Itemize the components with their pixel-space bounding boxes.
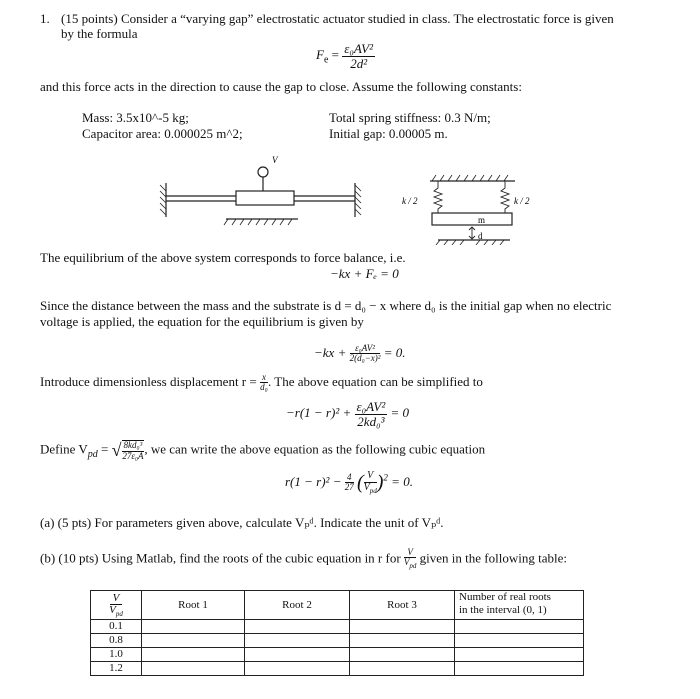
define-denominator: 27ε₀A — [122, 450, 144, 461]
dimensionless-denominator: d₀ — [260, 382, 268, 393]
part-b-denominator — [404, 558, 417, 570]
cell-root-3[interactable] — [350, 647, 455, 661]
sqrt-symbol: √ — [111, 440, 122, 460]
table-row — [91, 633, 584, 647]
actuator-diagram — [0, 155, 700, 245]
table-row — [91, 661, 584, 675]
cubic-inner-denominator — [364, 483, 377, 495]
force-fraction — [342, 42, 375, 70]
equation-2-fraction — [350, 344, 381, 364]
force-symbol: F — [316, 47, 324, 63]
force-denominator: 2d² — [350, 55, 368, 71]
spring-mass-model — [430, 175, 515, 245]
distance-line-2: voltage is applied, the equation for the equilibrium is given by — [40, 314, 364, 329]
part-b-numerator: V — [404, 548, 417, 558]
row-ratio: 0.1 — [91, 619, 142, 633]
cubic-equation — [285, 471, 413, 495]
equation-3-numerator: ε₀AV² — [356, 399, 386, 414]
cell-root-2[interactable] — [245, 661, 350, 675]
cell-root-3[interactable] — [350, 619, 455, 633]
part-b-suffix: given in the following table: — [419, 550, 567, 566]
define-prefix: Define V — [40, 441, 88, 457]
equation-3-prefix: −r(1 − r)² + — [286, 405, 352, 421]
force-equals: = — [331, 47, 339, 63]
voltage-label: V — [272, 155, 278, 165]
row-ratio: 1.0 — [91, 647, 142, 661]
cubic-coefficient-numerator: 4 — [345, 473, 354, 483]
define-equals: = — [101, 441, 109, 457]
force-numerator: ε₀AV² — [344, 41, 374, 56]
open-paren: ( — [356, 471, 364, 494]
cubic-coefficient-denominator: 27 — [344, 482, 354, 493]
cubic-suffix: = 0. — [391, 473, 413, 489]
cell-root-2[interactable] — [245, 647, 350, 661]
mass-label: m — [478, 215, 486, 225]
spring-left-label: k / 2 — [402, 196, 418, 206]
cell-root-2[interactable] — [245, 619, 350, 633]
cell-real-roots[interactable] — [455, 647, 584, 661]
part-a: (a) (5 pts) For parameters given above, calculate Vₚᵈ. Indicate the unit of Vₚᵈ. — [40, 515, 444, 530]
constant-gap: Initial gap: 0.00005 m. — [329, 126, 448, 141]
cell-root-1[interactable] — [142, 633, 245, 647]
header-v: V — [110, 592, 123, 605]
header-vpd-sub: pd — [115, 610, 123, 619]
force-formula — [316, 42, 375, 70]
table-row — [91, 647, 584, 661]
table-row — [91, 619, 584, 633]
force-subscript: e — [323, 54, 329, 66]
cubic-inner-fraction — [364, 471, 377, 495]
part-b-den-sub: pd — [409, 562, 417, 571]
distance-line-1: Since the distance between the mass and the substrate is d = d₀ − x where d₀ is the initial gap when no electric — [40, 298, 612, 313]
cell-root-1[interactable] — [142, 661, 245, 675]
dimensionless-suffix: . The above equation can be simplified to — [267, 373, 483, 389]
row-ratio: 0.8 — [91, 633, 142, 647]
problem-line-1: (15 points) Consider a “varying gap” electrostatic actuator studied in class. The electrostatic force is given — [61, 11, 614, 26]
define-fraction — [122, 440, 145, 461]
define-suffix: , we can write the above equation as the following cubic equation — [144, 441, 486, 457]
equation-2 — [314, 344, 406, 364]
spring-right-label: k / 2 — [514, 196, 530, 206]
header-real-roots-line-2: in the interval (0, 1) — [459, 603, 547, 616]
header-vpd: V — [109, 604, 116, 617]
equilibrium-intro: The equilibrium of the above system corresponds to force balance, i.e. — [40, 250, 406, 265]
equation-2-numerator: ε₀AV² — [350, 344, 381, 354]
define-subscript: pd — [87, 449, 98, 461]
equation-3 — [286, 400, 409, 428]
dimensionless-prefix: Introduce dimensionless displacement r = — [40, 373, 257, 389]
cell-real-roots[interactable] — [455, 619, 584, 633]
part-b-fraction — [404, 548, 417, 571]
table-header-row — [91, 591, 584, 620]
define-numerator: 8kd₀³ — [123, 440, 143, 451]
after-formula-text: and this force acts in the direction to cause the gap to close. Assume the following constants: — [40, 79, 522, 94]
constant-mass: Mass: 3.5x10^-5 kg; — [82, 110, 189, 125]
header-ratio — [91, 591, 142, 620]
cubic-prefix: r(1 − r)² − — [285, 473, 342, 489]
equation-2-suffix: = 0. — [383, 344, 406, 360]
equilibrium-equation: −kx + Fₑ = 0 — [330, 266, 399, 281]
constant-stiffness: Total spring stiffness: 0.3 N/m; — [329, 110, 491, 125]
cubic-inner-numerator: V — [364, 471, 377, 483]
cubic-square: 2 — [383, 472, 388, 483]
cell-root-3[interactable] — [350, 633, 455, 647]
beam-structure — [160, 167, 361, 225]
equation-2-prefix: −kx + — [314, 344, 347, 360]
header-root-2: Root 2 — [245, 591, 350, 620]
header-real-roots-line-1: Number of real roots — [459, 591, 551, 603]
problem-number: 1. — [40, 11, 50, 26]
header-root-3: Root 3 — [350, 591, 455, 620]
row-ratio: 1.2 — [91, 661, 142, 675]
part-b — [40, 548, 567, 571]
cubic-inner-den-main: V — [363, 481, 370, 493]
header-root-1: Root 1 — [142, 591, 245, 620]
header-real-roots — [455, 591, 584, 620]
dimensionless-line — [40, 373, 483, 393]
cell-real-roots[interactable] — [455, 661, 584, 675]
cubic-inner-den-sub: pd — [369, 486, 377, 495]
problem-line-2: by the formula — [61, 26, 138, 41]
define-vpd-line — [40, 440, 485, 461]
cell-root-3[interactable] — [350, 661, 455, 675]
close-paren: ) — [376, 471, 384, 494]
part-b-prefix: (b) (10 pts) Using Matlab, find the roots of the cubic equation in r for — [40, 550, 401, 566]
cell-real-roots[interactable] — [455, 633, 584, 647]
part-b-den-main: V — [403, 557, 410, 568]
dimensionless-numerator: x — [261, 372, 266, 382]
roots-table — [90, 590, 584, 676]
dimensionless-fraction — [260, 373, 268, 393]
gap-label: d — [478, 231, 483, 241]
cell-root-1[interactable] — [142, 619, 245, 633]
equation-3-suffix: = 0 — [390, 405, 410, 421]
cell-root-1[interactable] — [142, 647, 245, 661]
cubic-coefficient — [345, 473, 354, 493]
cell-root-2[interactable] — [245, 633, 350, 647]
equation-2-denominator: 2(d₀−x)² — [349, 353, 381, 364]
equation-3-fraction — [355, 400, 388, 428]
equation-3-denominator: 2kd₀³ — [357, 413, 385, 429]
constant-area: Capacitor area: 0.000025 m^2; — [82, 126, 243, 141]
